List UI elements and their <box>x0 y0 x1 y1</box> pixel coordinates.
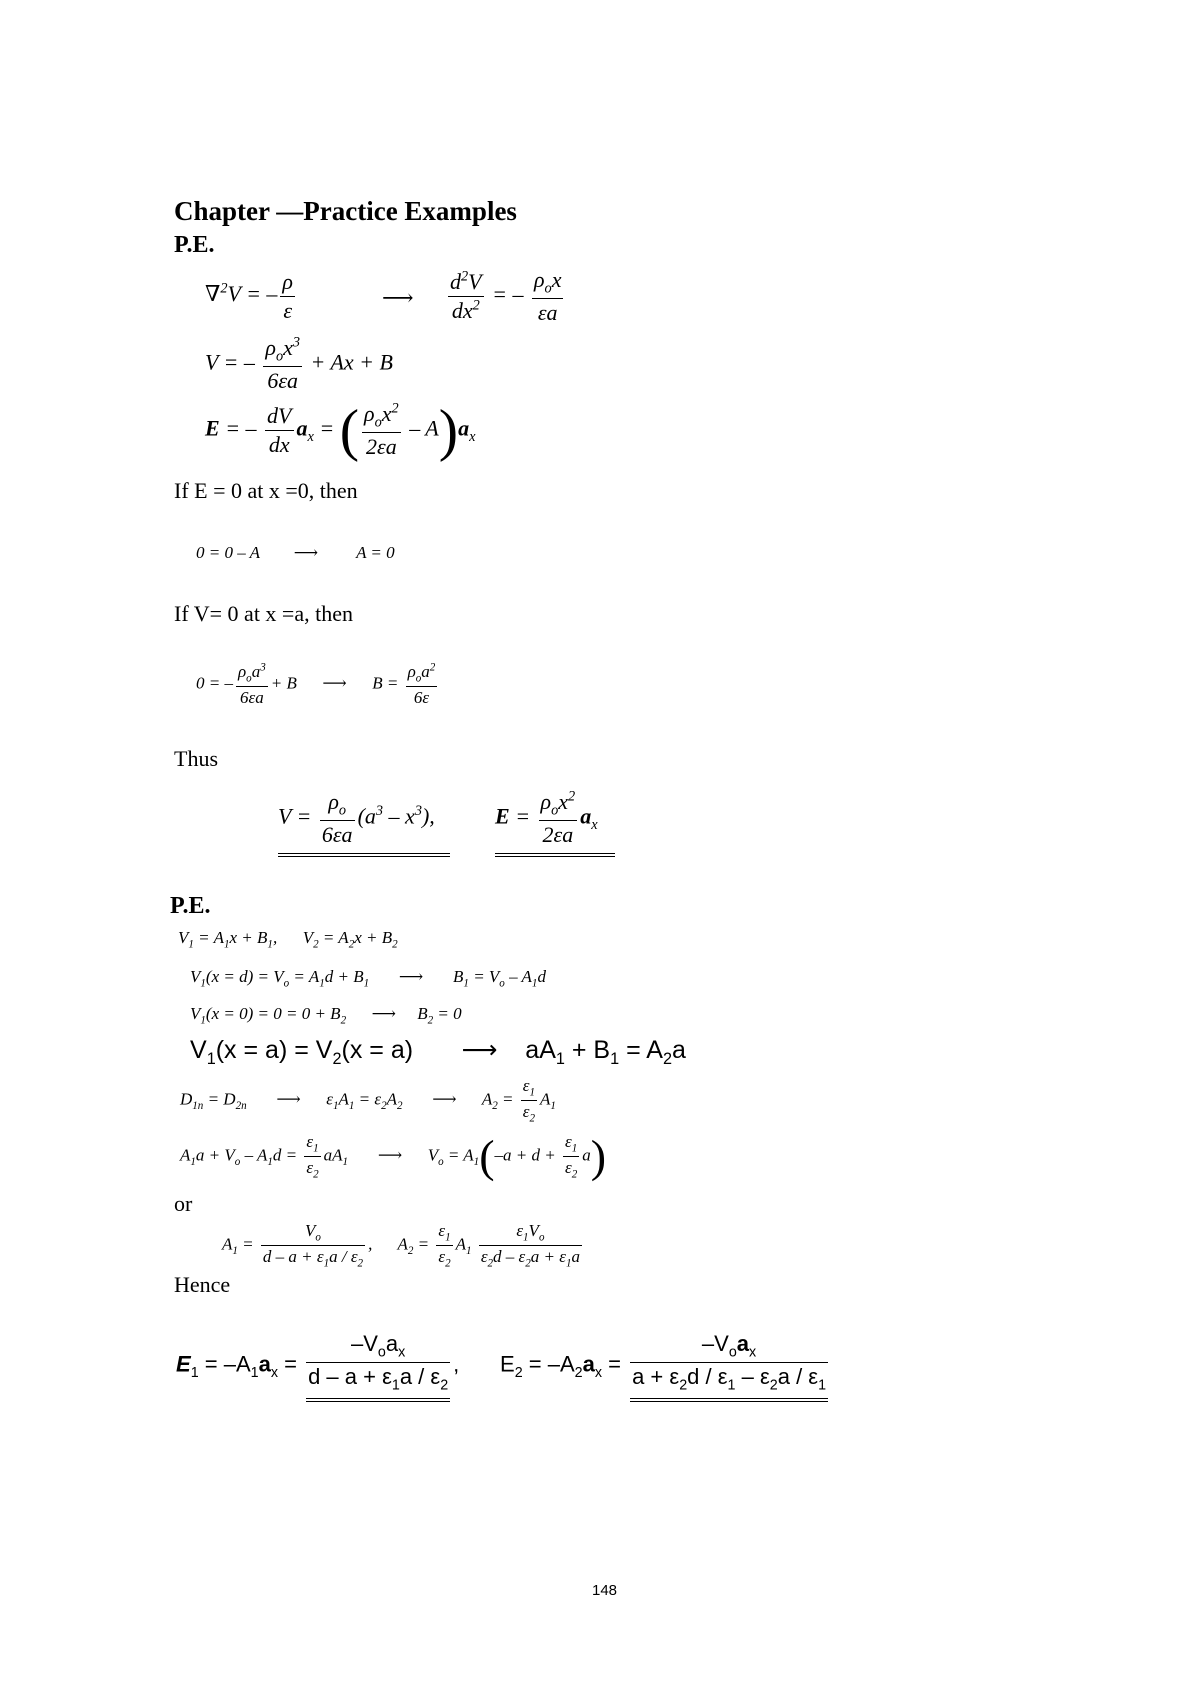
equation-b2: $V_1(x = 0) = 0 = 0 + B_2$ ⟶ $B_2 = 0$ <box>190 1004 462 1027</box>
result-e: E = $\rho_ox^2$ 2εa $a_x$ <box>495 788 615 857</box>
equation-boundary-a: $V_1(x = a) = V_2(x = a)$ ⟶ $aA_1 + B_1 = A_2a$ <box>190 1036 686 1068</box>
equation-a1-a2: $A_1$ = $\frac{V_o}{d - a + \varepsilon_1a / \varepsilon_2}$ , $A_2$ = $\frac{\varepsilon_1}{\varepsilon_2}$ $A_1$ $\frac{\varepsilon_1V_o}{\varepsilon_2d - \varepsilon_2a + \varepsilon_1a}$ <box>222 1221 580 1270</box>
pe-label-2: P.E. <box>170 893 211 919</box>
text-thus: Thus <box>174 746 218 771</box>
equation-a-zero: 0 = 0 – A ⟶ A = 0 <box>196 543 395 562</box>
text-or: or <box>174 1191 193 1216</box>
result-e1: $E_1 = -A_1a_x$ = $-V_oa_x$ $d - a + \varepsilon_1a / \varepsilon_2$ , <box>176 1330 459 1402</box>
arrow-icon: ⟶ <box>382 285 414 310</box>
text-if-e-zero: If E = 0 at x =0, then <box>174 478 358 503</box>
equation-v-general: V = – $\rho_ox^3$ 6εa + Ax + B <box>205 334 393 394</box>
equation-e-general: E = – $\frac{dV}{dx}$ $a_x$ = ( $\rho_ox^2$ 2εa – $A)a_x$ <box>205 397 476 463</box>
result-v: V = $\frac{\rho_o}{6\varepsilon a}$ $(a^3 - x^3)$, <box>278 788 450 857</box>
equation-d-normal: $D_{1n} = D_{2n}$ ⟶ $\varepsilon_1A_1 = \varepsilon_2A_2$ ⟶ $A_2$ = $\frac{\varepsilon_1}{\varepsilon_2}$ $A_1$ <box>180 1076 556 1125</box>
text-if-v-zero: If V= 0 at x =a, then <box>174 601 353 626</box>
equation-b-value: 0 = – $\rho_oa^3$ 6εa + B ⟶ B = $\rho_oa^2$ 6ε <box>196 661 436 708</box>
pe-label-1: P.E. <box>174 232 215 258</box>
equation-laplace: ∇$^2$V = – $\frac{\rho}{\varepsilon}$ <box>205 269 293 323</box>
equation-b1: $V_1(x = d) = V_o = A_1d + B_1$ ⟶ $B_1 = V_o - A_1d$ <box>190 967 546 990</box>
page-number: 148 <box>592 1582 618 1599</box>
equation-v1-v2: $V_1 = A_1x + B_1$, $V_2 = A_2x + B_2$ <box>178 928 398 951</box>
text-hence: Hence <box>174 1272 231 1297</box>
chapter-heading: Chapter —Practice Examples <box>174 196 517 226</box>
equation-vo: $A_1a + V_o - A_1d$ = $\frac{\varepsilon_1}{\varepsilon_2}$ $aA_1$ ⟶ $V_o = A_1(-a + d$ + $\frac{\varepsilon_1}{\varepsilon_2}$ a) <box>180 1130 607 1182</box>
result-e2: $E_2 = -A_2a_x$ = $-V_oa_x$ $a + \varepsilon_2d / \varepsilon_1 - \varepsilon_2a / \varepsilon_1$ <box>500 1330 831 1402</box>
equation-second-derivative: $\frac{d^2V}{dx^2}$ = – $\rho_ox$ εa <box>450 267 562 326</box>
